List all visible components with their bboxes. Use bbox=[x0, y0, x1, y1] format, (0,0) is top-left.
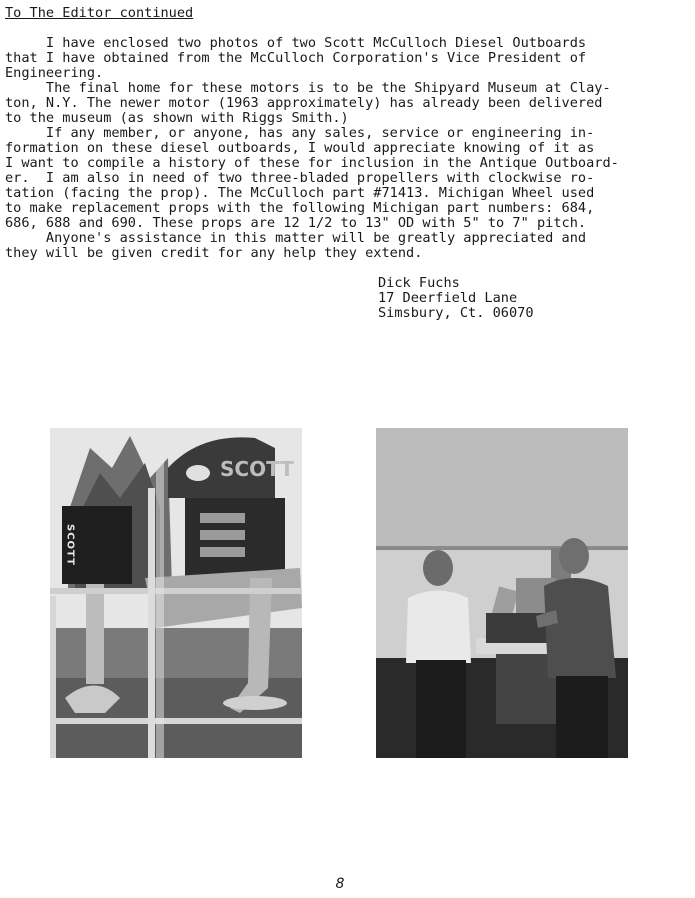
body-line: to the museum (as shown with Riggs Smith.) bbox=[5, 110, 349, 126]
body-line: I have enclosed two photos of two Scott McCulloch Diesel Outboards bbox=[5, 35, 587, 51]
photo-two-men-with-motor bbox=[376, 428, 628, 758]
motor-side-brand-text: SCOTT bbox=[64, 524, 76, 566]
body-line: If any member, or anyone, has any sales, service or engineering in- bbox=[5, 125, 595, 141]
body-line: to make replacement props with the following Michigan part numbers: 684, bbox=[5, 200, 595, 216]
letter-body bbox=[5, 36, 693, 261]
body-line: ton, N.Y. The newer motor (1963 approximately) has already been delivered bbox=[5, 95, 603, 111]
two-men-illustration bbox=[376, 428, 628, 758]
body-line: The final home for these motors is to be the Shipyard Museum at Clay- bbox=[5, 80, 611, 96]
body-line: they will be given credit for any help they extend. bbox=[5, 245, 423, 261]
outboard-motors-illustration bbox=[50, 428, 302, 758]
body-line: formation on these diesel outboards, I would appreciate knowing of it as bbox=[5, 140, 595, 156]
body-line: I want to compile a history of these for inclusion in the Antique Outboard- bbox=[5, 155, 619, 171]
body-line: 686, 688 and 690. These props are 12 1/2 to 13" OD with 5" to 7" pitch. bbox=[5, 215, 587, 231]
signature-block bbox=[378, 276, 534, 321]
body-line: Anyone's assistance in this matter will be greatly appreciated and bbox=[5, 230, 587, 246]
body-line: er. I am also in need of two three-bladed propellers with clockwise ro- bbox=[5, 170, 595, 186]
body-line: Engineering. bbox=[5, 65, 104, 81]
body-line: that I have obtained from the McCulloch Corporation's Vice President of bbox=[5, 50, 587, 66]
signature-name: Dick Fuchs bbox=[378, 275, 460, 291]
page-heading: To The Editor continued bbox=[5, 5, 194, 21]
signature-city: Simsbury, Ct. 06070 bbox=[378, 305, 534, 321]
photo-outboard-motors bbox=[50, 428, 302, 758]
signature-street: 17 Deerfield Lane bbox=[378, 290, 518, 306]
cowl-brand-text: SCOTT bbox=[220, 457, 294, 481]
page-number: 8 bbox=[335, 876, 345, 892]
body-line: tation (facing the prop). The McCulloch part #71413. Michigan Wheel used bbox=[5, 185, 595, 201]
